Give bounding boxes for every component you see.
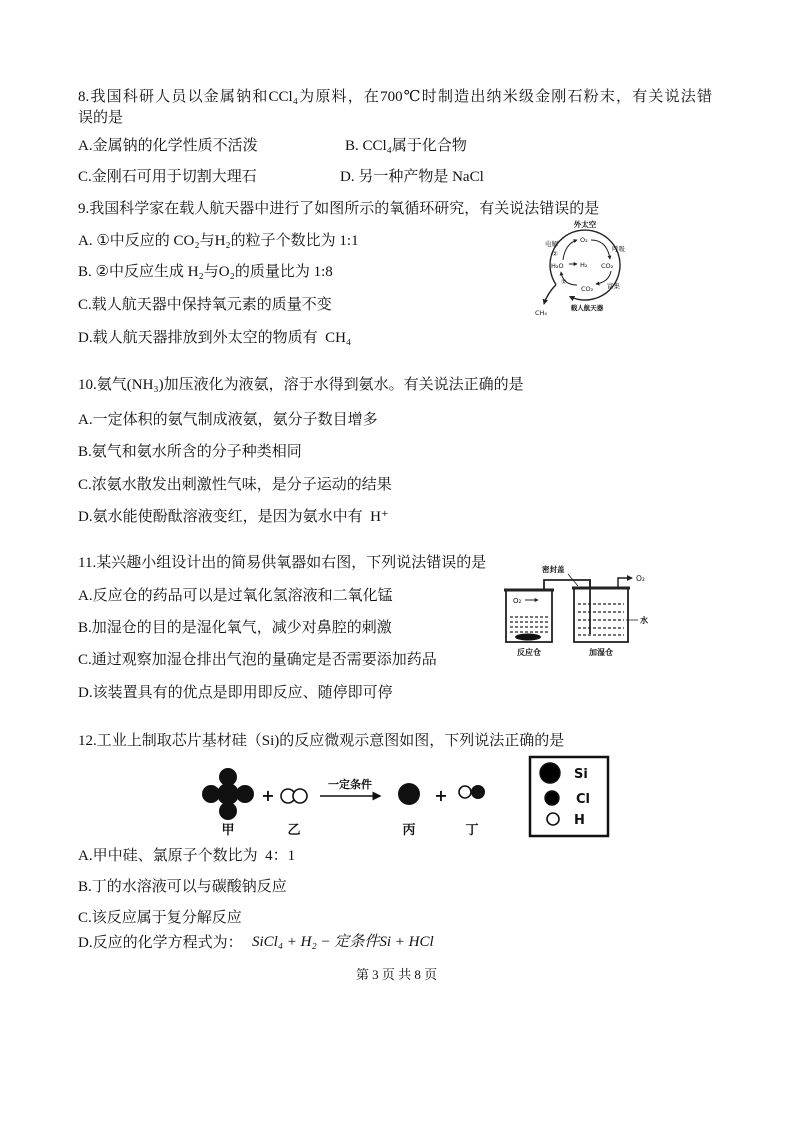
chlorine-atom xyxy=(471,785,485,799)
hydrogen-atom xyxy=(293,789,307,803)
question-8-option-d: D. 另一种产物是 NaCl xyxy=(340,169,484,185)
label-ding: 丁 xyxy=(465,823,479,838)
question-12-option-c: C.该反应属于复分解反应 xyxy=(78,910,242,926)
hydrogen-label: H₂ xyxy=(580,261,588,269)
question-12-equation: SiCl₄ + H₂ − 定条件Si + HCl xyxy=(252,934,434,950)
water-label: 水 xyxy=(640,616,648,625)
outer-space-label: 外太空 xyxy=(573,220,597,229)
page-footer: 第 3 页 共 8 页 xyxy=(355,967,438,982)
question-9-option-c: C.载人航天器中保持氧元素的质量不变 xyxy=(78,297,332,313)
question-9-stem: 9.我国科学家在载人航天器中进行了如图所示的氧循环研究，有关说法错误的是 xyxy=(78,201,600,217)
humidifier-tank xyxy=(574,588,628,642)
question-10-stem: 10.氨气(NH₃)加压液化为液氨，溶于水得到氨水。有关说法正确的是 xyxy=(78,377,524,393)
legend-hydrogen-swatch xyxy=(547,813,559,825)
question-8-option-a: A.金属钠的化学性质不活泼 xyxy=(78,138,258,154)
question-12-option-a: A.甲中硅、氯原子个数比为 4：1 xyxy=(78,848,296,864)
inside-oxygen-label: O₂ xyxy=(513,597,522,605)
plus-sign: + xyxy=(261,786,275,805)
seal-lid-label: 密封盖 xyxy=(542,565,565,574)
legend-silicon-label: Si xyxy=(574,767,588,782)
step-1-marker: ① xyxy=(561,278,567,286)
label-bing: 丙 xyxy=(402,823,416,838)
reaction-condition-label: 一定条件 xyxy=(328,778,372,791)
carbon-dioxide-lower-label: CO₂ xyxy=(581,285,594,293)
question-8-stem-line-1: 8.我国科研人员以金属钠和CCl₄为原料，在700℃时制造出纳米级金刚石粉末，有关说法错 xyxy=(78,89,712,105)
micro-reaction-diagram xyxy=(190,752,620,842)
question-11-option-a: A.反应仓的药品可以是过氧化氢溶液和二氧化锰 xyxy=(78,588,393,604)
respiration-label: 呼吸 xyxy=(612,245,625,253)
question-11-stem: 11.某兴趣小组设计出的简易供氧器如右图，下列说法错误的是 xyxy=(78,555,487,571)
electrolysis-arrow xyxy=(563,240,577,260)
question-8-option-c: C.金刚石可用于切割大理石 xyxy=(78,169,257,185)
label-yi: 乙 xyxy=(287,823,301,838)
question-10-option-b: B.氨气和氨水所含的分子种类相同 xyxy=(78,444,302,460)
step-2-marker: ② xyxy=(552,250,558,258)
solid-reagent xyxy=(515,634,541,641)
question-9-option-b: B. ②中反应生成 H₂与O₂的质量比为 1:8 xyxy=(78,264,333,280)
molecule-ding xyxy=(459,785,485,799)
question-10-option-c: C.浓氨水散发出刺激性气味，是分子运动的结果 xyxy=(78,477,392,493)
respiration-arrow xyxy=(591,240,610,259)
silicon-atom xyxy=(217,783,239,805)
oxygen-cycle-diagram xyxy=(525,218,650,318)
plus-sign: + xyxy=(434,786,448,805)
outlet-oxygen-label: O₂ xyxy=(636,574,645,583)
spacecraft-label: 载人航天器 xyxy=(570,304,604,312)
molecule-yi xyxy=(281,789,307,803)
question-10-option-a: A.一定体积的氨气制成液氨，氨分子数目增多 xyxy=(78,412,378,428)
molecule-bing xyxy=(398,783,420,805)
electrolysis-label: 电解 xyxy=(545,240,558,248)
question-12-option-d: D.反应的化学方程式为： xyxy=(78,935,243,951)
legend-chlorine-label: Cl xyxy=(576,792,590,807)
reaction-chamber-label: 反应仓 xyxy=(517,648,541,657)
methane-label: CH₄ xyxy=(535,309,548,317)
hydrogen-atom xyxy=(459,786,471,798)
question-12-option-b: B.丁的水溶液可以与碳酸钠反应 xyxy=(78,879,287,895)
question-10-option-d: D.氨水能使酚酞溶液变红，是因为氨水中有 H⁺ xyxy=(78,509,389,525)
legend-hydrogen-label: H xyxy=(574,813,585,828)
question-11-option-c: C.通过观察加湿仓排出气泡的量确定是否需要添加药品 xyxy=(78,652,437,668)
question-8-option-b: B. CCl₄属于化合物 xyxy=(345,138,467,154)
oxygen-label: O₂ xyxy=(580,236,588,244)
label-jia: 甲 xyxy=(221,823,235,838)
water-label: H₂O xyxy=(551,262,564,270)
question-12-stem: 12.工业上制取芯片基材硅（Si)的反应微观示意图如图，下列说法正确的是 xyxy=(78,733,565,749)
question-9-option-d: D.载人航天器排放到外太空的物质有 CH₄ xyxy=(78,330,352,346)
molecule-jia xyxy=(202,768,254,820)
carbon-dioxide-right-label: CO₂ xyxy=(601,262,614,270)
oxygen-supplier-diagram xyxy=(498,562,663,662)
question-11-option-b: B.加湿仓的目的是湿化氧气，减少对鼻腔的刺激 xyxy=(78,620,392,636)
methane-exhaust-arrow xyxy=(544,285,556,304)
enrichment-label: 富集 xyxy=(607,282,620,290)
question-9-option-a: A. ①中反应的 CO₂与H₂的粒子个数比为 1:1 xyxy=(78,233,359,249)
legend-silicon-swatch xyxy=(540,763,560,783)
question-8-stem-line-2: 误的是 xyxy=(78,110,124,126)
legend-chlorine-swatch xyxy=(545,791,559,805)
question-11-option-d: D.该装置具有的优点是即用即反应、随停即可停 xyxy=(78,685,393,701)
humidifier-chamber-label: 加湿仓 xyxy=(589,648,613,657)
